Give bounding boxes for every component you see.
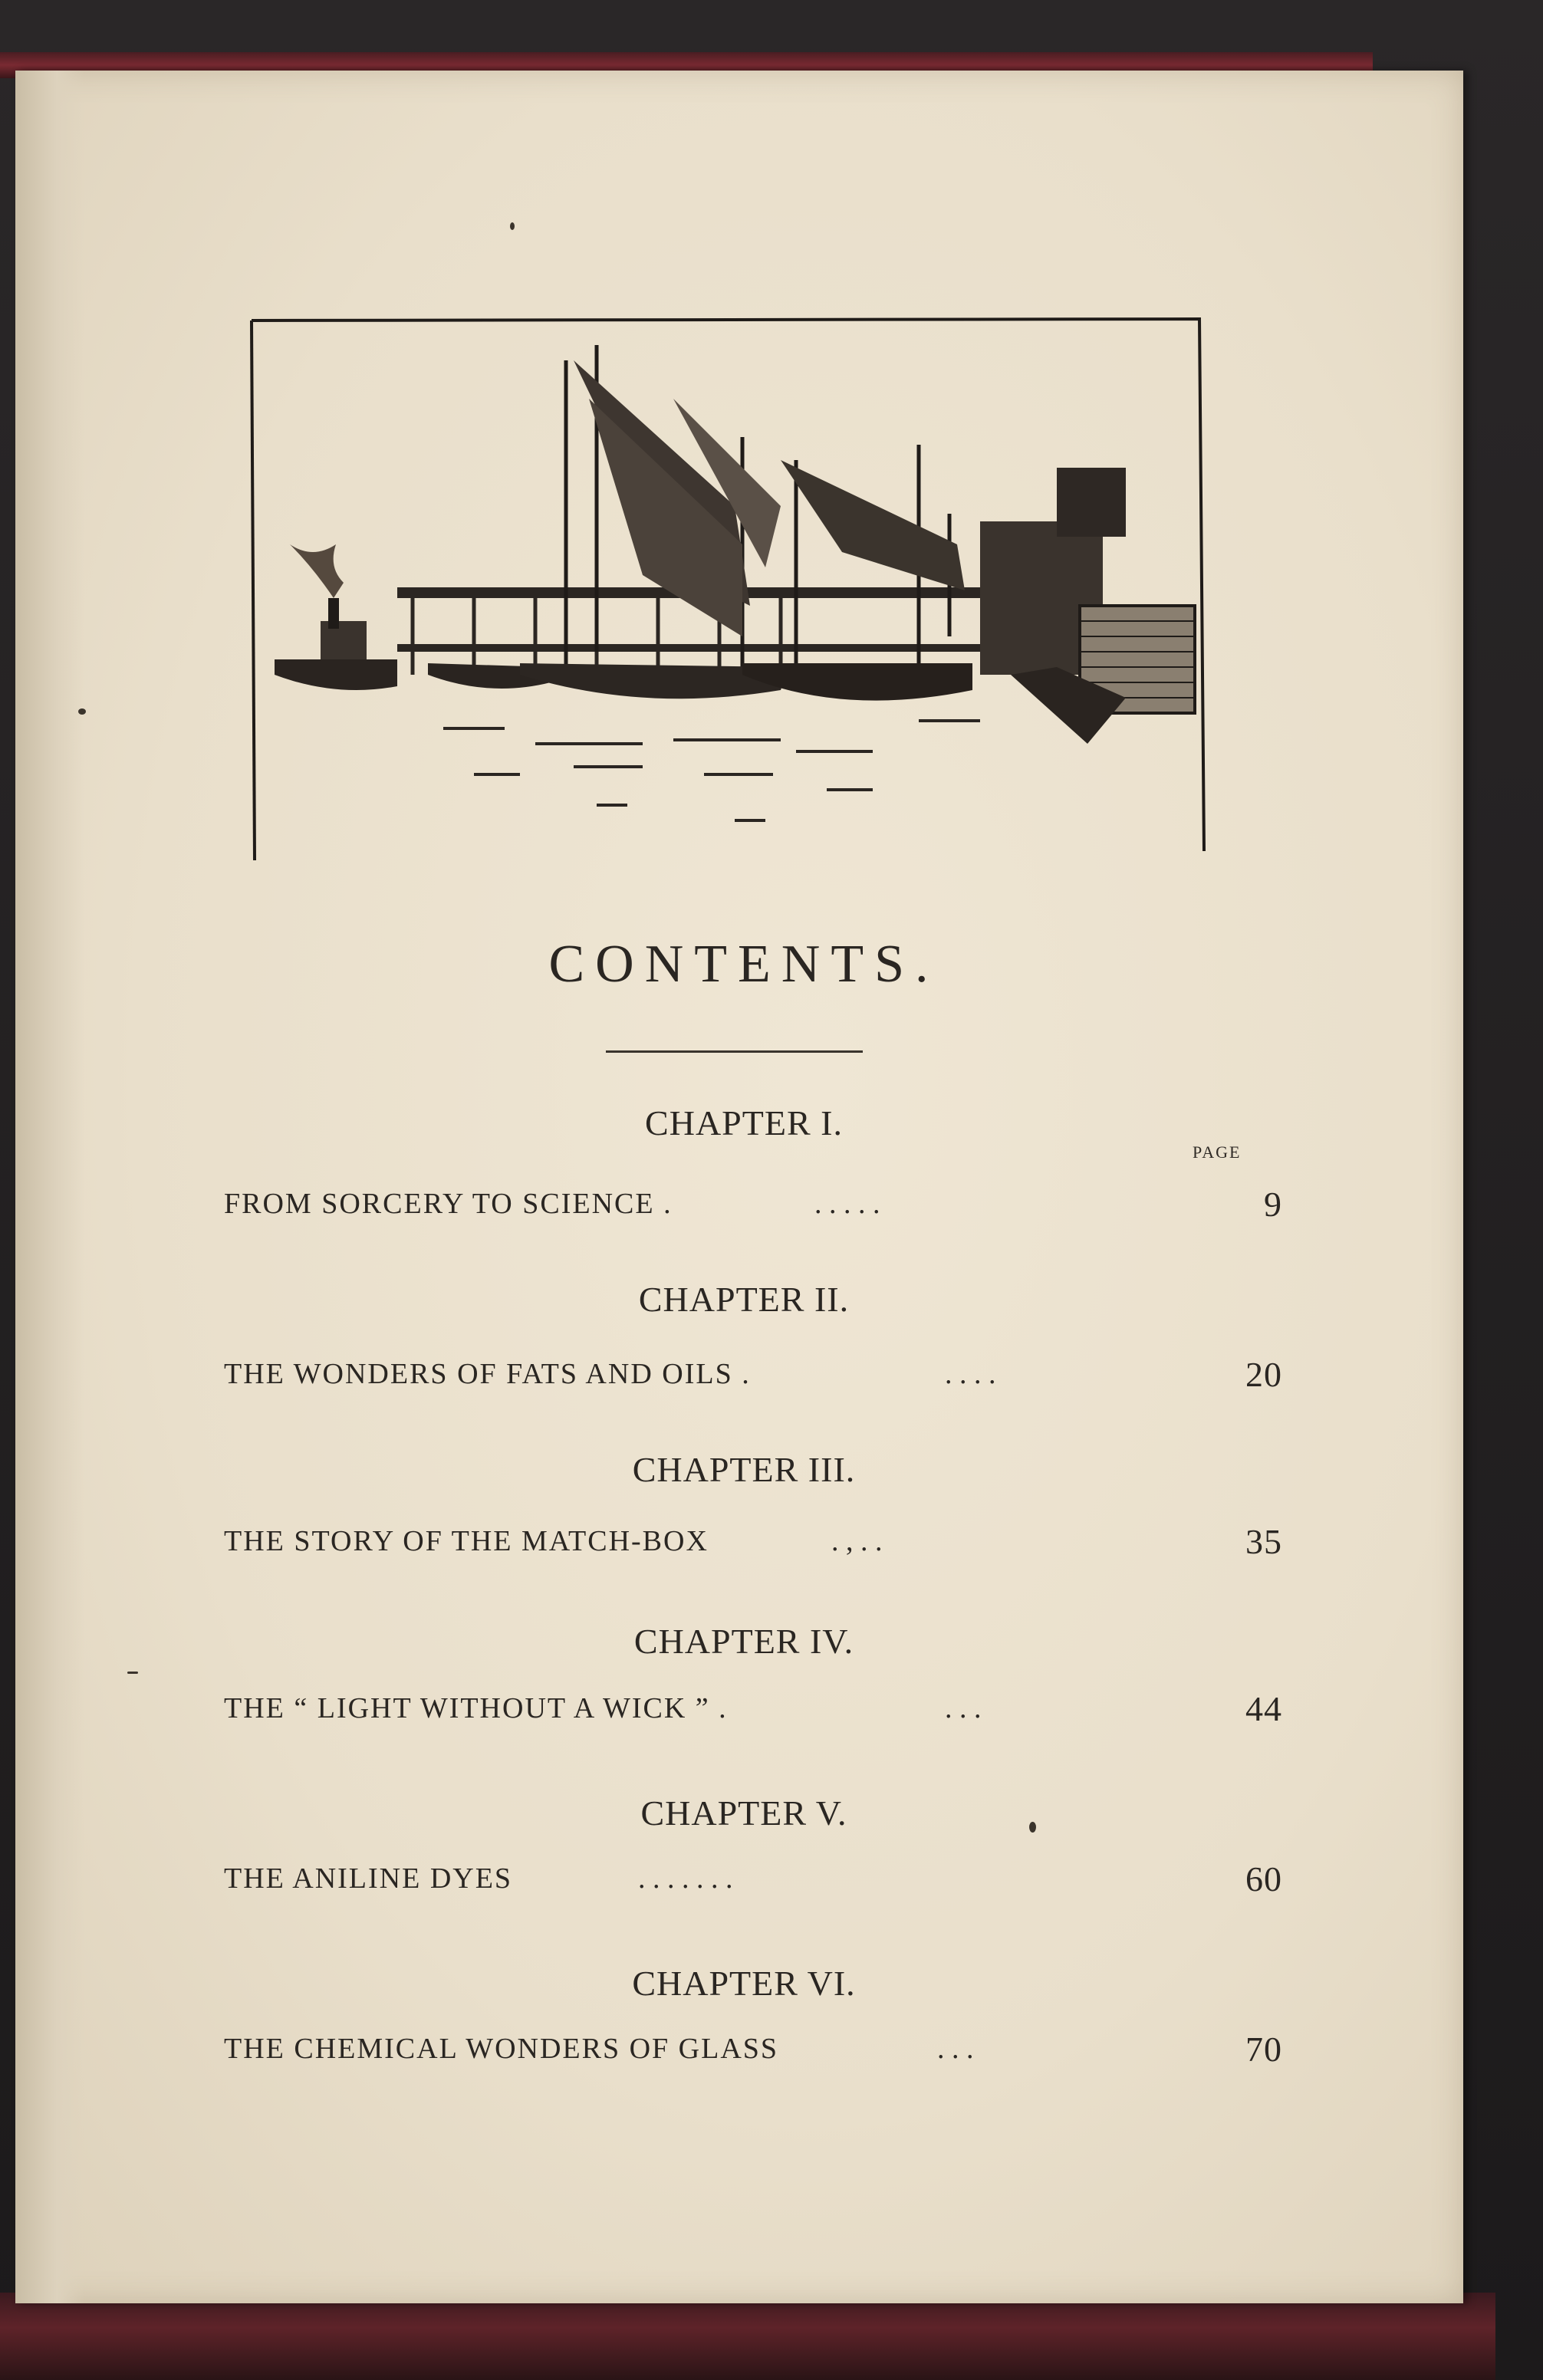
contents-title: CONTENTS. (548, 935, 939, 994)
chapter-title: THE CHEMICAL WONDERS OF GLASS (224, 2033, 779, 2065)
page-number: 60 (1245, 1859, 1282, 1898)
toc-entry[interactable] (224, 1859, 1282, 1908)
chapter-title: THE ANILINE DYES (224, 1862, 513, 1895)
chapter-heading: CHAPTER I. (645, 1103, 843, 1142)
dot-leaders: . . . . . . . (638, 1862, 733, 1895)
page-number: 35 (1245, 1522, 1282, 1561)
toc-entry[interactable] (224, 2032, 1282, 2078)
dot-leaders: . . . (937, 2033, 974, 2065)
toc-entry[interactable] (224, 1524, 1282, 1570)
chapter-title: THE WONDERS OF FATS AND OILS . (224, 1358, 751, 1390)
chapter-heading: CHAPTER II. (638, 1280, 850, 1319)
toc-entry[interactable] (224, 1691, 1282, 1737)
paper-speck (510, 222, 515, 230)
chapter-title: THE “ LIGHT WITHOUT A WICK ” . (224, 1692, 728, 1724)
chapter-title: FROM SORCERY TO SCIENCE . (224, 1188, 673, 1220)
page-number: 9 (1264, 1185, 1282, 1224)
toc-entry[interactable] (224, 1357, 1282, 1403)
page-number: 70 (1245, 2030, 1282, 2069)
chapter-title: THE STORY OF THE MATCH-BOX (224, 1525, 709, 1557)
paper-speck (127, 1672, 138, 1674)
title-rule (606, 1050, 863, 1053)
page-number: 44 (1245, 1689, 1282, 1728)
dot-leaders: . , . . (831, 1525, 883, 1557)
chapter-heading: CHAPTER VI. (632, 1964, 856, 2003)
dot-leaders: . . . (945, 1692, 982, 1724)
chapter-heading: CHAPTER V. (640, 1793, 847, 1833)
dot-leaders: . . . . . (814, 1188, 880, 1220)
chapter-heading: CHAPTER IV. (633, 1622, 854, 1661)
dot-leaders: . . . . (945, 1358, 996, 1390)
page-number: 20 (1245, 1355, 1282, 1394)
paper-speck (1029, 1822, 1036, 1833)
toc-entry[interactable] (224, 1187, 1282, 1233)
harbour-illustration (244, 314, 1210, 882)
page-column-label: PAGE (1193, 1142, 1242, 1162)
chapter-heading: CHAPTER III. (632, 1450, 856, 1489)
book-cover-bottom-edge (0, 2293, 1495, 2380)
paper-speck (78, 708, 86, 715)
